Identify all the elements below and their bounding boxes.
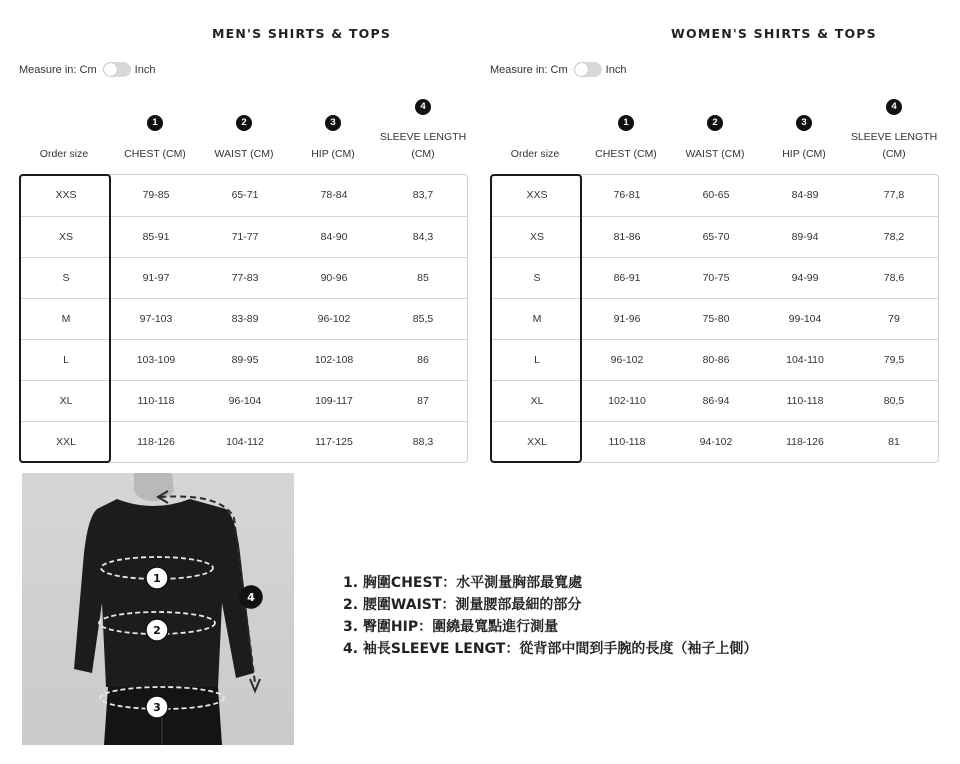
cell-chest: 97-103 (139, 313, 173, 325)
figure-marker-1 (146, 567, 168, 589)
svg-text:1: 1 (153, 572, 161, 585)
cell-chest: 118-126 (137, 436, 175, 448)
measurement-notes (343, 572, 757, 660)
cell-waist: 60-65 (702, 189, 730, 201)
model-neck (134, 473, 174, 501)
marker-1-icon: 1 (147, 115, 163, 131)
header-sleeve (377, 129, 469, 163)
cell-size: XS (58, 231, 73, 243)
cell-hip: 90-96 (320, 272, 348, 284)
cell-hip: 99-104 (788, 313, 822, 325)
cell-size: XL (59, 395, 73, 407)
figure-marker-3 (146, 696, 168, 718)
svg-text:2: 2 (153, 624, 161, 637)
cell-hip: 94-99 (791, 272, 819, 284)
cell-hip: 109-117 (315, 395, 353, 407)
header-hip: HIP (CM) (311, 148, 355, 160)
cell-chest: 110-118 (137, 395, 175, 407)
svg-text:4: 4 (247, 591, 255, 604)
header-order-size: Order size (39, 148, 89, 160)
svg-text:3: 3 (153, 701, 161, 714)
cell-waist: 80-86 (702, 354, 730, 366)
cell-sleeve: 79,5 (883, 354, 905, 366)
cell-sleeve: 78,2 (883, 231, 905, 243)
marker-3-icon: 3 (796, 115, 812, 131)
header-sleeve-line2: (CM) (411, 148, 435, 160)
cell-sleeve: 80,5 (883, 395, 905, 407)
unit-label-inch: Inch (134, 63, 156, 76)
cell-sleeve: 85,5 (412, 313, 434, 325)
unit-switch (19, 62, 155, 77)
cell-size: XXS (526, 189, 548, 201)
header-sleeve (848, 129, 940, 163)
cell-chest: 85-91 (142, 231, 170, 243)
marker-1-icon: 1 (618, 115, 634, 131)
note-waist: 2. 腰圍WAIST：測量腰部最細的部分 (343, 597, 582, 613)
cell-size: XXL (56, 436, 76, 448)
cell-chest: 103-109 (136, 354, 176, 366)
cell-waist: 71-77 (231, 231, 259, 243)
unit-toggle[interactable] (574, 62, 602, 77)
model-shirt (74, 499, 254, 687)
cell-sleeve: 78,6 (883, 272, 905, 284)
cell-hip: 110-118 (786, 395, 824, 407)
cell-sleeve: 83,7 (412, 189, 434, 201)
cell-waist: 75-80 (702, 313, 730, 325)
cell-sleeve: 88,3 (412, 436, 434, 448)
cell-waist: 96-104 (228, 395, 262, 407)
cell-size: XXL (527, 436, 547, 448)
marker-4-icon: 4 (886, 99, 902, 115)
unit-switch (490, 62, 626, 77)
cell-waist: 89-95 (231, 354, 259, 366)
header-sleeve-line1: SLEEVE LENGTH (850, 131, 938, 143)
cell-size: XXS (55, 189, 77, 201)
cell-size: L (63, 354, 69, 366)
cell-size: S (533, 272, 541, 284)
marker-2-icon: 2 (707, 115, 723, 131)
figure-marker-2 (146, 619, 168, 641)
header-chest: CHEST (CM) (595, 148, 657, 160)
cell-waist: 65-71 (231, 189, 259, 201)
note-sleeve: 4. 袖長SLEEVE LENGT：從背部中間到手腕的長度（袖子上側） (343, 641, 758, 657)
cell-size: M (532, 313, 542, 325)
cell-hip: 96-102 (317, 313, 351, 325)
cell-waist: 104-112 (226, 436, 264, 448)
cell-waist: 77-83 (231, 272, 259, 284)
cell-chest: 91-97 (142, 272, 170, 284)
cell-chest: 76-81 (613, 189, 641, 201)
cell-sleeve: 77,8 (883, 189, 905, 201)
cell-hip: 102-108 (314, 354, 354, 366)
cell-chest: 81-86 (613, 231, 641, 243)
cell-hip: 104-110 (786, 354, 824, 366)
marker-4-icon: 4 (415, 99, 431, 115)
figure-marker-4 (240, 586, 262, 608)
cell-waist: 83-89 (231, 313, 259, 325)
measurement-photo (22, 473, 294, 745)
header-hip: HIP (CM) (782, 148, 826, 160)
panel-title: WOMEN'S SHIRTS & TOPS (671, 26, 877, 41)
header-sleeve-line2: (CM) (882, 148, 906, 160)
marker-2-icon: 2 (236, 115, 252, 131)
cell-chest: 91-96 (613, 313, 641, 325)
cell-hip: 84-89 (791, 189, 819, 201)
cell-hip: 118-126 (786, 436, 824, 448)
cell-hip: 89-94 (791, 231, 819, 243)
cell-waist: 86-94 (702, 395, 730, 407)
cell-size: XL (530, 395, 544, 407)
cell-size: S (62, 272, 70, 284)
cell-waist: 70-75 (702, 272, 730, 284)
cell-sleeve: 79 (888, 313, 900, 325)
cell-hip: 117-125 (315, 436, 353, 448)
unit-toggle[interactable] (103, 62, 131, 77)
model-illustration (22, 473, 294, 745)
cell-size: L (534, 354, 540, 366)
unit-label-cm: Measure in: Cm (490, 63, 568, 76)
cell-chest: 79-85 (142, 189, 170, 201)
order-size-highlight (19, 174, 111, 463)
cell-sleeve: 81 (888, 436, 900, 448)
header-waist: WAIST (CM) (214, 148, 274, 160)
note-chest: 1. 胸圍CHEST：水平測量胸部最寬處 (343, 575, 583, 591)
cell-waist: 94-102 (699, 436, 733, 448)
note-hip: 3. 臀圍HIP：圍繞最寬點進行測量 (343, 619, 559, 635)
cell-chest: 102-110 (608, 395, 646, 407)
cell-waist: 65-70 (702, 231, 730, 243)
mens-size-panel (0, 0, 470, 470)
order-size-highlight (490, 174, 582, 463)
cell-size: M (61, 313, 71, 325)
cell-chest: 96-102 (610, 354, 644, 366)
header-waist: WAIST (CM) (685, 148, 745, 160)
unit-label-cm: Measure in: Cm (19, 63, 97, 76)
womens-size-panel (471, 0, 941, 470)
cell-hip: 84-90 (320, 231, 348, 243)
cell-sleeve: 86 (417, 354, 429, 366)
marker-3-icon: 3 (325, 115, 341, 131)
cell-sleeve: 87 (417, 395, 429, 407)
cell-sleeve: 84,3 (412, 231, 434, 243)
cell-sleeve: 85 (417, 272, 429, 284)
header-order-size: Order size (510, 148, 560, 160)
cell-chest: 110-118 (608, 436, 646, 448)
header-chest: CHEST (CM) (124, 148, 186, 160)
cell-chest: 86-91 (613, 272, 641, 284)
panel-title: MEN'S SHIRTS & TOPS (212, 26, 392, 41)
cell-hip: 78-84 (320, 189, 348, 201)
header-sleeve-line1: SLEEVE LENGTH (379, 131, 467, 143)
unit-label-inch: Inch (605, 63, 627, 76)
cell-size: XS (529, 231, 544, 243)
